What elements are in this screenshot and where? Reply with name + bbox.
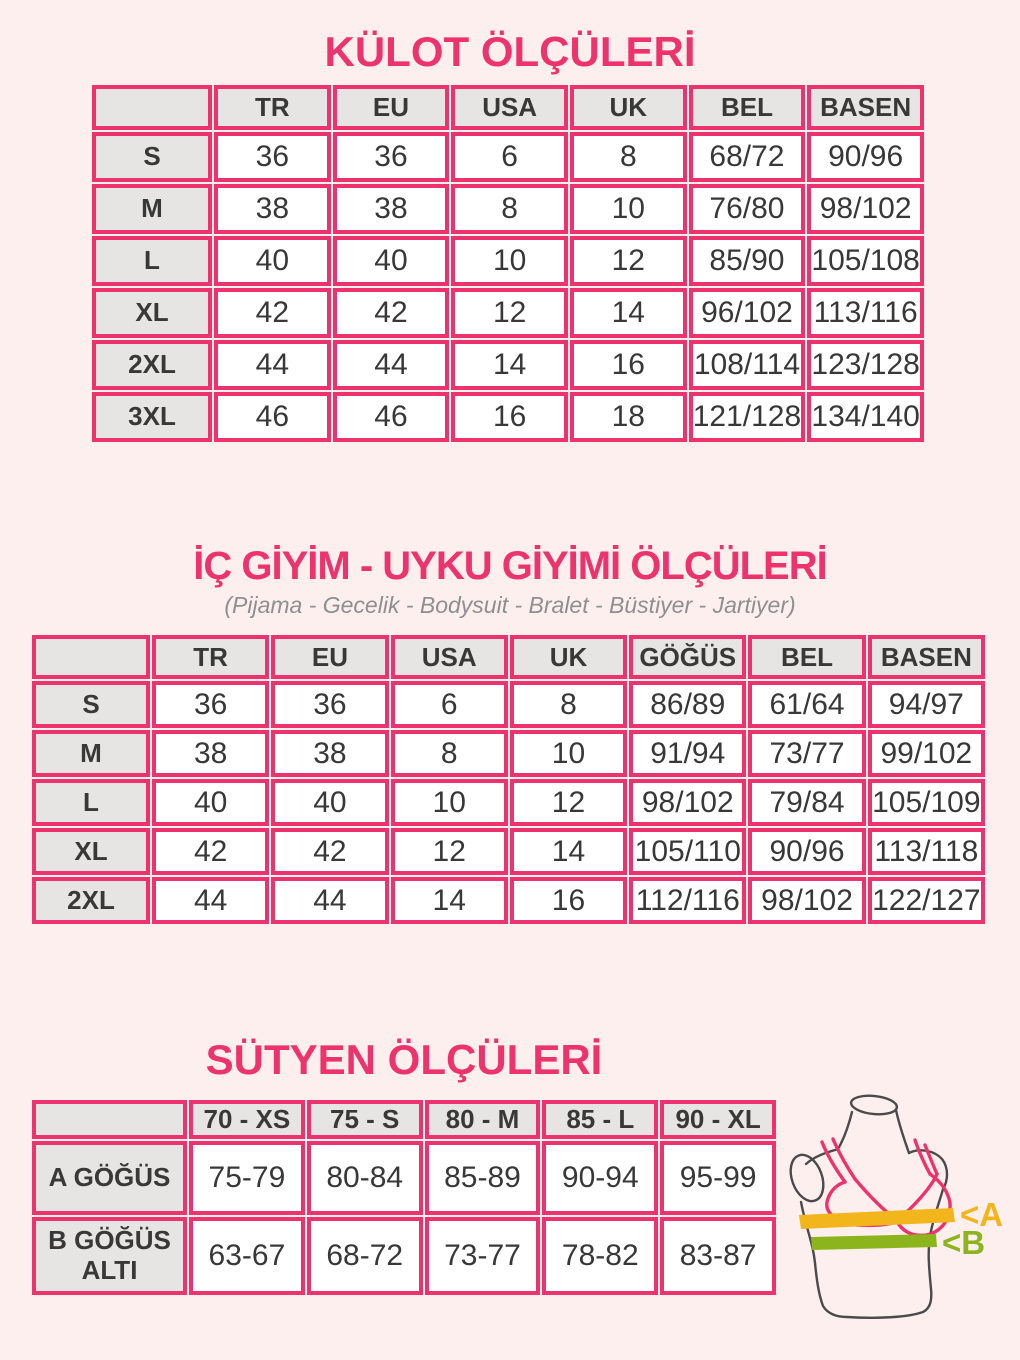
row-label: M <box>92 184 212 234</box>
mannequin-torso-icon <box>785 1094 947 1318</box>
underwear-sleepwear-title: İÇ GİYİM - UYKU GİYİMİ ÖLÇÜLERİ <box>193 544 827 588</box>
size-cell: 10 <box>391 779 508 826</box>
band-b-label: <B <box>942 1224 986 1261</box>
size-cell: 134/140 <box>807 392 924 442</box>
table-row <box>92 392 924 442</box>
size-cell: 16 <box>510 877 627 924</box>
size-cell: 99/102 <box>868 730 985 777</box>
column-header: 90 - XL <box>660 1100 776 1139</box>
size-cell: 46 <box>214 392 331 442</box>
size-cell: 113/118 <box>868 828 985 875</box>
column-header: TR <box>152 635 269 679</box>
size-cell: 73-77 <box>425 1217 541 1295</box>
size-cell: 44 <box>152 877 269 924</box>
size-cell: 38 <box>214 184 331 234</box>
table-row <box>92 340 924 390</box>
size-cell: 122/127 <box>868 877 985 924</box>
column-header: BEL <box>689 85 806 130</box>
size-cell: 83-87 <box>660 1217 776 1295</box>
size-cell: 98/102 <box>807 184 924 234</box>
size-cell: 68-72 <box>307 1217 423 1295</box>
size-cell: 12 <box>510 779 627 826</box>
column-header: UK <box>570 85 687 130</box>
column-header: UK <box>510 635 627 679</box>
bra-sizes-table <box>30 1098 778 1297</box>
size-cell: 90/96 <box>748 828 865 875</box>
size-cell: 123/128 <box>807 340 924 390</box>
table-row <box>92 184 924 234</box>
size-cell: 38 <box>333 184 450 234</box>
size-cell: 42 <box>152 828 269 875</box>
size-cell: 40 <box>152 779 269 826</box>
size-cell: 14 <box>391 877 508 924</box>
column-header: TR <box>214 85 331 130</box>
column-header: USA <box>391 635 508 679</box>
size-cell: 36 <box>152 681 269 728</box>
corner-cell <box>32 635 150 679</box>
column-header: USA <box>451 85 568 130</box>
size-cell: 36 <box>214 132 331 182</box>
header-row <box>32 635 985 679</box>
size-cell: 108/114 <box>689 340 806 390</box>
size-cell: 80-84 <box>307 1141 423 1215</box>
header-row <box>92 85 924 130</box>
size-cell: 90/96 <box>807 132 924 182</box>
size-cell: 6 <box>451 132 568 182</box>
panty-sizes-title: KÜLOT ÖLÇÜLERİ <box>324 28 696 75</box>
size-cell: 79/84 <box>748 779 865 826</box>
size-cell: 10 <box>451 236 568 286</box>
size-cell: 14 <box>570 288 687 338</box>
table-row <box>92 288 924 338</box>
size-cell: 46 <box>333 392 450 442</box>
size-cell: 91/94 <box>629 730 746 777</box>
size-cell: 8 <box>510 681 627 728</box>
size-cell: 113/116 <box>807 288 924 338</box>
size-cell: 40 <box>271 779 388 826</box>
table-row <box>32 730 985 777</box>
column-header: BEL <box>748 635 865 679</box>
size-cell: 44 <box>214 340 331 390</box>
underbust-measure-band-b <box>811 1234 937 1250</box>
header-row <box>32 1100 776 1139</box>
size-cell: 95-99 <box>660 1141 776 1215</box>
size-cell: 14 <box>510 828 627 875</box>
size-cell: 105/108 <box>807 236 924 286</box>
size-cell: 105/110 <box>629 828 746 875</box>
size-cell: 16 <box>451 392 568 442</box>
underwear-sleepwear-table <box>30 633 987 926</box>
column-header: BASEN <box>868 635 985 679</box>
bra-measurement-illustration <box>785 1085 1020 1360</box>
row-label: L <box>92 236 212 286</box>
size-cell: 42 <box>214 288 331 338</box>
size-cell: 94/97 <box>868 681 985 728</box>
column-header: 75 - S <box>307 1100 423 1139</box>
size-cell: 73/77 <box>748 730 865 777</box>
size-cell: 98/102 <box>748 877 865 924</box>
row-label: 3XL <box>92 392 212 442</box>
size-cell: 78-82 <box>542 1217 658 1295</box>
row-label: XL <box>32 828 150 875</box>
size-cell: 112/116 <box>629 877 746 924</box>
size-cell: 85/90 <box>689 236 806 286</box>
size-cell: 12 <box>451 288 568 338</box>
column-header: 80 - M <box>425 1100 541 1139</box>
size-cell: 18 <box>570 392 687 442</box>
size-cell: 44 <box>271 877 388 924</box>
table-row <box>32 1141 776 1215</box>
size-cell: 90-94 <box>542 1141 658 1215</box>
corner-cell <box>92 85 212 130</box>
size-cell: 63-67 <box>189 1217 305 1295</box>
row-label: L <box>32 779 150 826</box>
size-cell: 12 <box>570 236 687 286</box>
table-row <box>32 877 985 924</box>
column-header: GÖĞÜS <box>629 635 746 679</box>
size-cell: 16 <box>570 340 687 390</box>
table-row <box>32 828 985 875</box>
column-header: 85 - L <box>542 1100 658 1139</box>
row-label: B GÖĞÜS ALTI <box>32 1217 187 1295</box>
size-cell: 68/72 <box>689 132 806 182</box>
size-cell: 85-89 <box>425 1141 541 1215</box>
size-cell: 86/89 <box>629 681 746 728</box>
size-cell: 12 <box>391 828 508 875</box>
size-cell: 38 <box>152 730 269 777</box>
row-label: XL <box>92 288 212 338</box>
column-header: EU <box>333 85 450 130</box>
size-cell: 8 <box>570 132 687 182</box>
row-label: M <box>32 730 150 777</box>
column-header: 70 - XS <box>189 1100 305 1139</box>
size-cell: 40 <box>333 236 450 286</box>
table-row <box>32 779 985 826</box>
size-cell: 8 <box>451 184 568 234</box>
row-label: 2XL <box>92 340 212 390</box>
row-label: S <box>32 681 150 728</box>
size-cell: 96/102 <box>689 288 806 338</box>
size-cell: 42 <box>271 828 388 875</box>
size-cell: 61/64 <box>748 681 865 728</box>
size-cell: 10 <box>570 184 687 234</box>
row-label: 2XL <box>32 877 150 924</box>
size-cell: 36 <box>333 132 450 182</box>
size-cell: 10 <box>510 730 627 777</box>
size-cell: 76/80 <box>689 184 806 234</box>
size-cell: 105/109 <box>868 779 985 826</box>
panty-sizes-table <box>90 83 926 444</box>
size-cell: 40 <box>214 236 331 286</box>
size-cell: 36 <box>271 681 388 728</box>
size-cell: 75-79 <box>189 1141 305 1215</box>
size-cell: 121/128 <box>689 392 806 442</box>
size-cell: 14 <box>451 340 568 390</box>
size-cell: 42 <box>333 288 450 338</box>
table-row <box>92 236 924 286</box>
column-header: EU <box>271 635 388 679</box>
size-cell: 44 <box>333 340 450 390</box>
table-row <box>32 1217 776 1295</box>
underwear-sleepwear-subtitle: (Pijama - Gecelik - Bodysuit - Bralet - Büstiyer - Jartiyer) <box>224 592 796 618</box>
bra-sizes-title: SÜTYEN ÖLÇÜLERİ <box>205 1036 603 1083</box>
table-row <box>92 132 924 182</box>
size-cell: 6 <box>391 681 508 728</box>
table-row <box>32 681 985 728</box>
row-label: S <box>92 132 212 182</box>
band-a-label: <A <box>960 1196 1004 1233</box>
size-cell: 98/102 <box>629 779 746 826</box>
size-cell: 38 <box>271 730 388 777</box>
size-cell: 8 <box>391 730 508 777</box>
column-header: BASEN <box>807 85 924 130</box>
corner-cell <box>32 1100 187 1139</box>
row-label: A GÖĞÜS <box>32 1141 187 1215</box>
